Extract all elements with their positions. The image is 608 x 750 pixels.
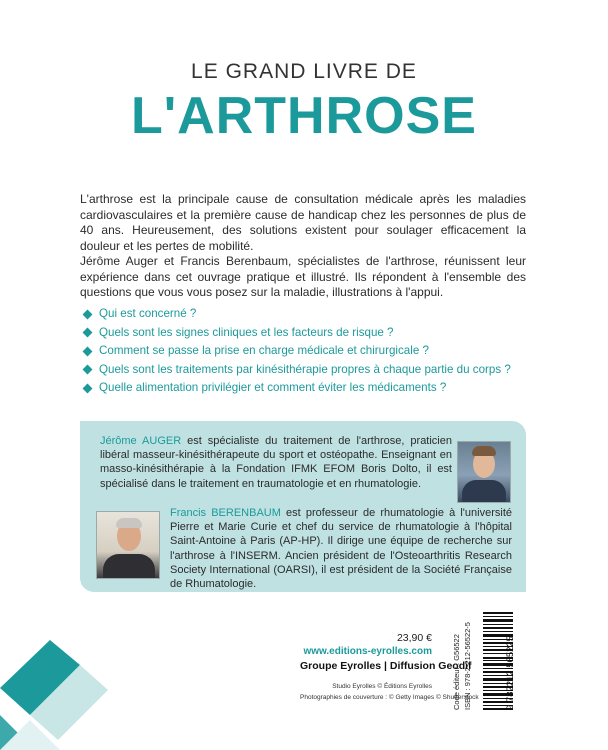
author-2-name: Francis BERENBAUM [170, 507, 281, 519]
price: 23,90 € [396, 632, 432, 644]
question-text: Comment se passe la prise en charge médicale et chirurgicale ? [99, 344, 429, 357]
credit-photos: Photographies de couverture : © Getty Images © Shutterstock [300, 694, 479, 701]
authors-box [80, 421, 526, 592]
author-1-photo [457, 441, 511, 503]
question-text: Quels sont les traitements par kinésithérapie propres à chaque partie du corps ? [99, 362, 511, 376]
question-text: Quels sont les signes cliniques et les facteurs de risque ? [99, 325, 394, 339]
isbn: ISBN : 978-2-212-56522-5 [463, 622, 472, 710]
diamond-bullet-icon [83, 309, 93, 319]
edition-codes [452, 612, 482, 710]
diamond-bullet-icon [83, 346, 93, 356]
question-item [82, 361, 532, 380]
diamond-bullet-icon [83, 383, 93, 393]
question-list [82, 305, 532, 398]
code-editeur: Code éditeur : G56522 [452, 634, 461, 710]
diamond-bullet-icon [83, 328, 93, 338]
author-1-bio-text: est spécialiste du traitement de l'arthrose, praticien libéral masseur-kinésithérapeute du sport et ostéopathe. Enseignant en masso-kinésithérapie à la Fondation IFMK EFOM Boris Dolto, il est spécialisé dans le traitement en traumatologie et en rhumatologie. [100, 435, 452, 490]
diamond-bullet-icon [83, 365, 93, 375]
barcode-block [482, 612, 524, 710]
credit-studio: Studio Eyrolles © Éditions Eyrolles [332, 683, 432, 690]
author-2-photo [96, 511, 160, 579]
question-text: Quelle alimentation privilégier et comment éviter les médicaments ? [99, 381, 447, 394]
author-1-bio [100, 434, 452, 491]
question-item [82, 305, 532, 324]
book-title: L'ARTHROSE [131, 87, 477, 145]
intro-paragraph-1: L'arthrose est la principale cause de consultation médicale après les maladies cardiovasculaires et la première cause de handicap chez les personnes de plus de 40 ans. Heureusement, des solutions existent pour soulager efficacement la douleur et les pertes de mobilité. [80, 192, 526, 253]
publisher-website: www.editions-eyrolles.com [303, 646, 432, 657]
question-text: Qui est concerné ? [99, 307, 197, 320]
publisher-group: Groupe Eyrolles | Diffusion Geodif [300, 660, 472, 672]
question-item [82, 324, 532, 343]
title-prefix: LE GRAND LIVRE DE [191, 60, 417, 83]
author-2-bio [170, 506, 512, 591]
author-2-bio-text: est professeur de rhumatologie à l'université Pierre et Marie Curie et chef du service de rhumatologie à l'hôpital Saint-Antoine à Paris (AP-HP). Il dirige une équipe de recherche sur l'arthrose à l'INSERM. Ancien président de l'Osteoarthritis Research Society International (OARSI), il est président de la Société Française de Rhumatologie. [170, 507, 512, 591]
intro-paragraph-2: Jérôme Auger et Francis Berenbaum, spécialistes de l'arthrose, réunissent leur expérience dans cet ouvrage pratique et illustré. Ils répondent à l'ensemble des questions que vous vous posez sur la maladie, illustrations à l'appui. [80, 254, 526, 300]
question-item [82, 342, 532, 361]
question-item [82, 379, 532, 398]
author-1-name: Jérôme AUGER [100, 435, 182, 447]
barcode-number: 9 782212 565225 [505, 636, 516, 710]
